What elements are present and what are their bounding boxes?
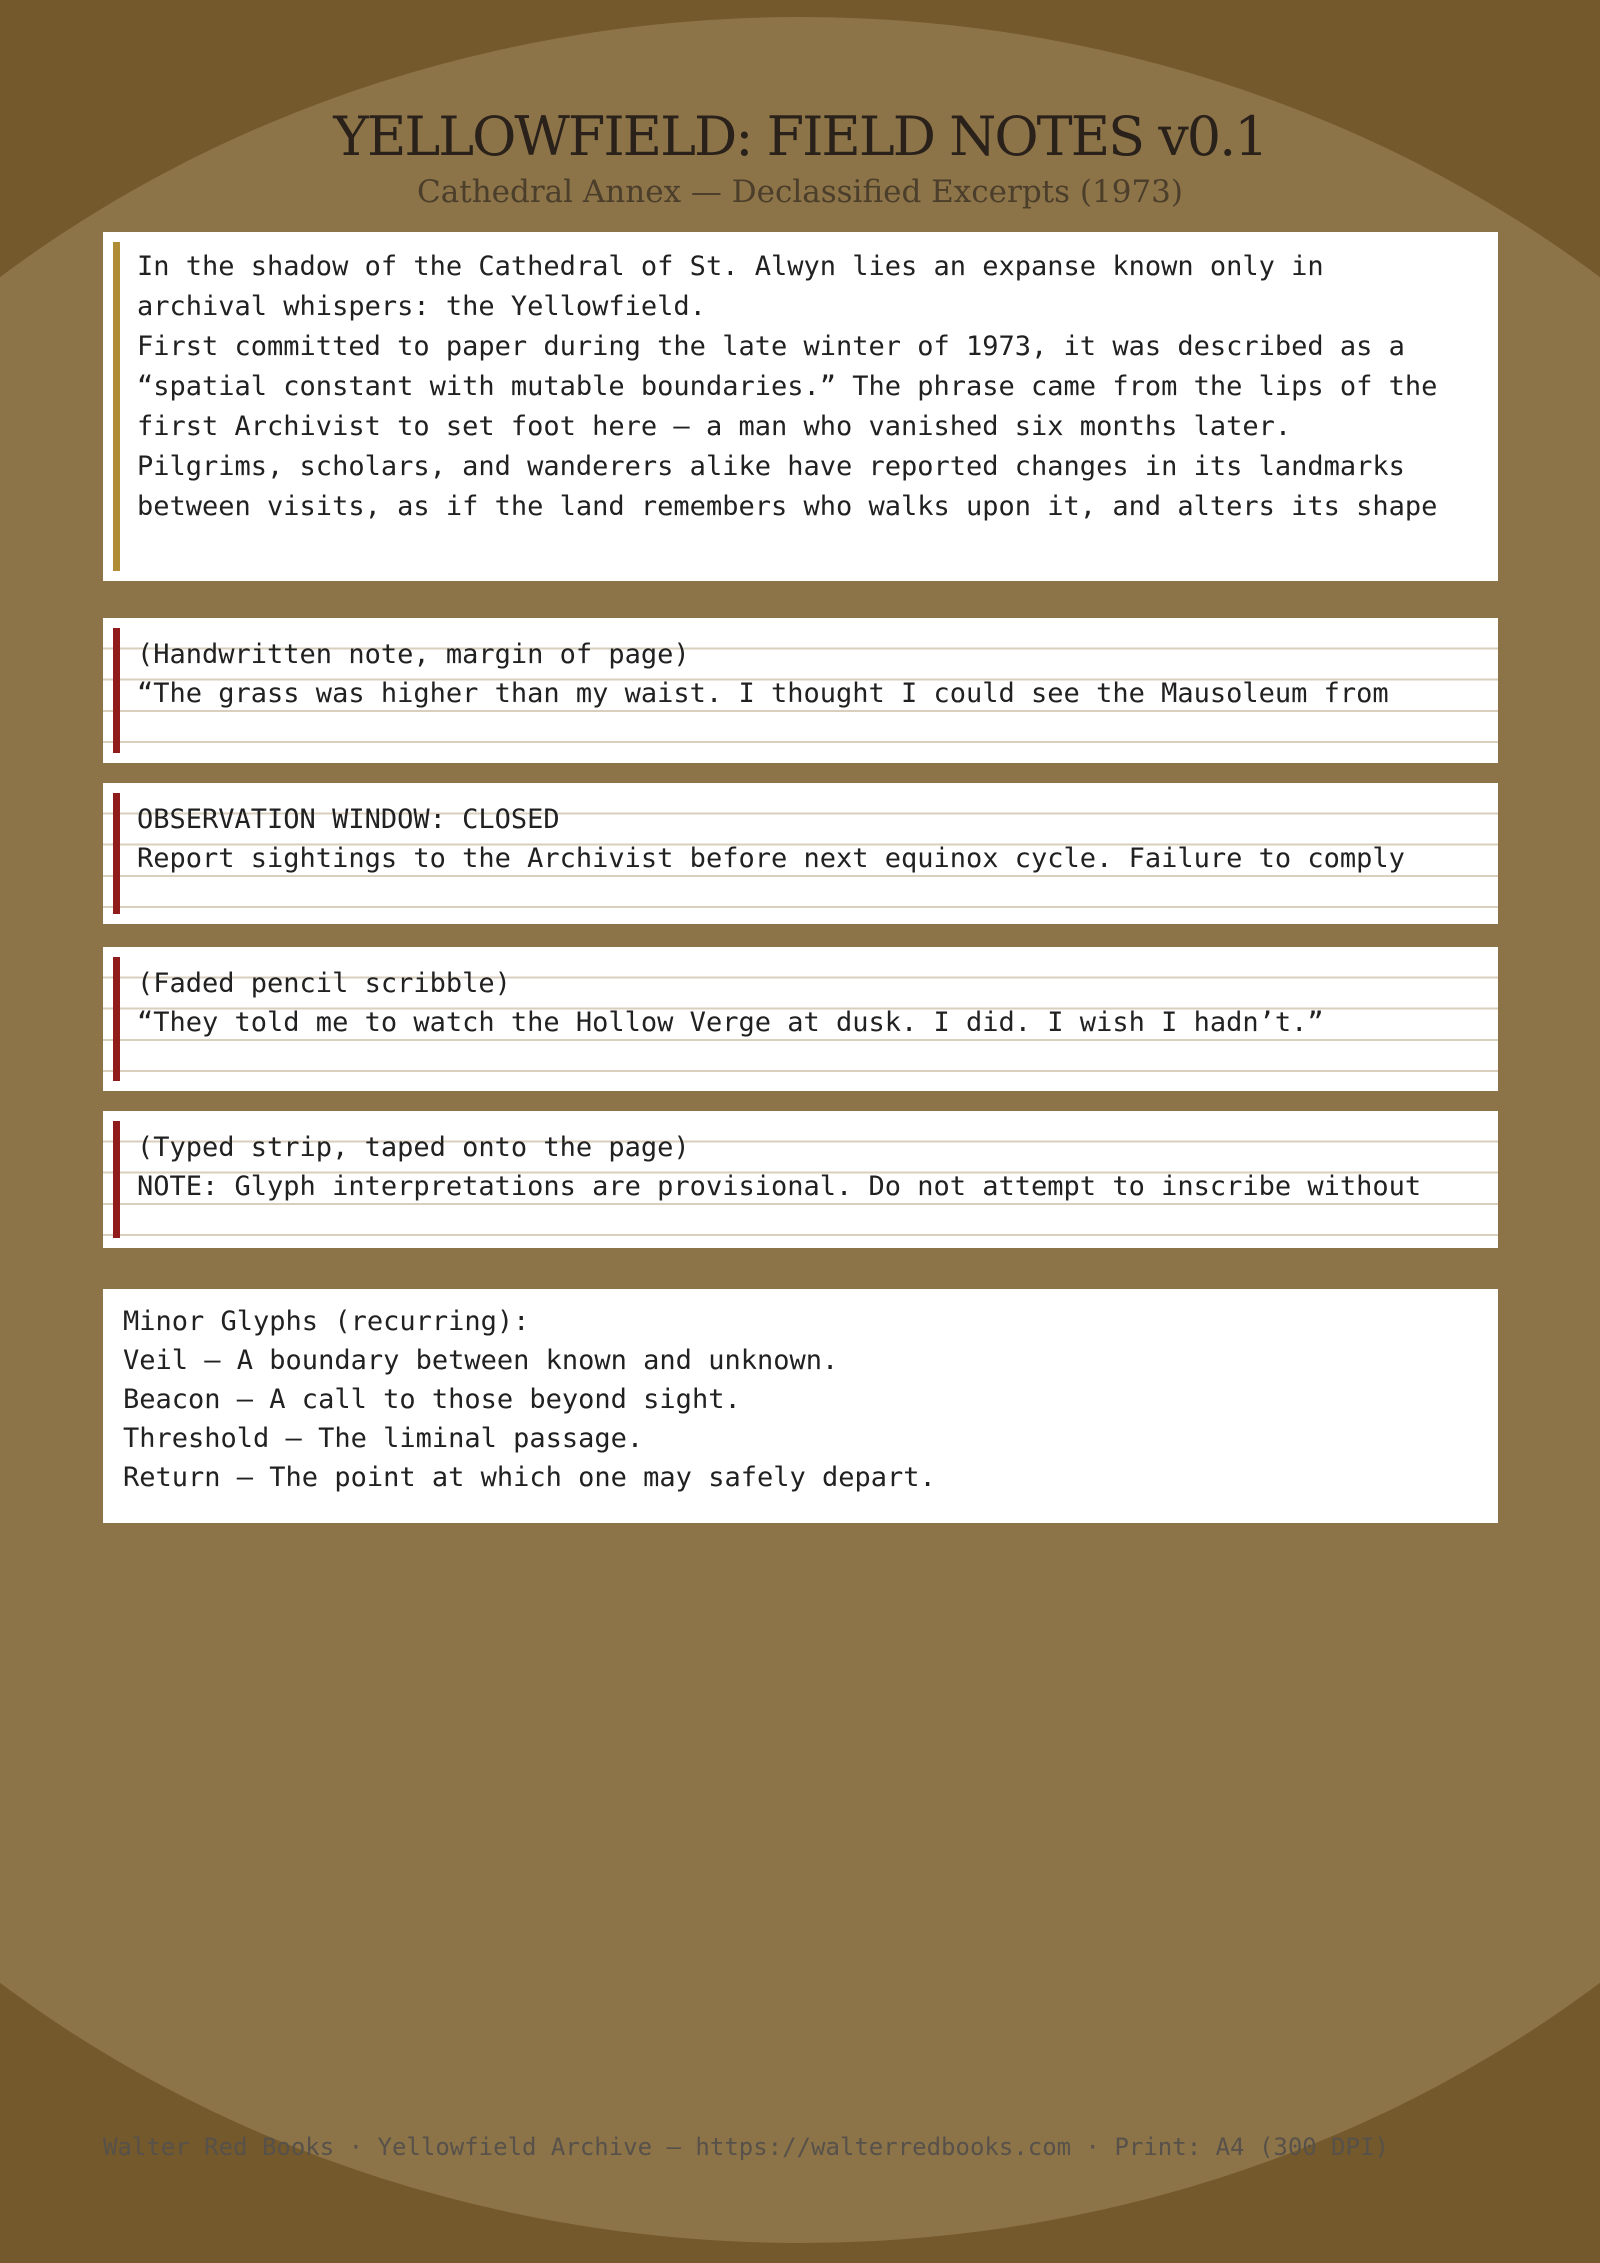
card-minor-glyphs [103, 1289, 1498, 1523]
text-line: NOTE: Glyph interpretations are provisional. Do not attempt to inscribe without [137, 1171, 1422, 1202]
text-line: Threshold — The liminal passage. [123, 1423, 644, 1454]
page-title: YELLOWFIELD: FIELD NOTES v0.1 [333, 105, 1267, 168]
text-line: (Handwritten note, margin of page) [137, 639, 690, 670]
text-line: “spatial constant with mutable boundaries.” The phrase came from the lips of the [137, 371, 1438, 402]
card-intro-excerpt [103, 232, 1498, 581]
card-text [103, 618, 1498, 713]
text-line: OBSERVATION WINDOW: CLOSED [137, 804, 560, 835]
text-line: archival whispers: the Yellowfield. [137, 291, 706, 322]
card-text [103, 1111, 1498, 1206]
card-pencil-scribble [103, 947, 1498, 1091]
card-handwritten-note [103, 618, 1498, 763]
card-observation-window [103, 783, 1498, 924]
footer-credit: Walter Red Books · Yellowfield Archive — https://walterredbooks.com · Print: A4 (300 DPI) [103, 2133, 1389, 2161]
card-text [103, 232, 1498, 527]
card-text [103, 947, 1498, 1042]
text-line: Pilgrims, scholars, and wanderers alike have reported changes in its landmarks [137, 451, 1405, 482]
text-line: Return — The point at which one may safely depart. [123, 1462, 936, 1493]
text-line: Beacon — A call to those beyond sight. [123, 1384, 741, 1415]
text-line: First committed to paper during the late winter of 1973, it was described as a [137, 331, 1405, 362]
text-line: Minor Glyphs (recurring): [123, 1306, 530, 1337]
page-subtitle: Cathedral Annex — Declassified Excerpts (1973) [417, 174, 1183, 210]
text-line: “They told me to watch the Hollow Verge at dusk. I did. I wish I hadn’t.” [137, 1007, 1324, 1038]
text-line: In the shadow of the Cathedral of St. Alwyn lies an expanse known only in [137, 251, 1324, 282]
text-line: between visits, as if the land remembers who walks upon it, and alters its shape [137, 491, 1438, 522]
card-text [103, 1289, 1498, 1497]
text-line: first Archivist to set foot here — a man who vanished six months later. [137, 411, 1292, 442]
card-text [103, 783, 1498, 878]
text-line: (Faded pencil scribble) [137, 968, 511, 999]
text-line: (Typed strip, taped onto the page) [137, 1132, 690, 1163]
text-line: Veil — A boundary between known and unknown. [123, 1345, 839, 1376]
text-line: “The grass was higher than my waist. I thought I could see the Mausoleum from [137, 678, 1389, 709]
text-line: Report sightings to the Archivist before next equinox cycle. Failure to comply [137, 843, 1405, 874]
card-typed-strip [103, 1111, 1498, 1248]
